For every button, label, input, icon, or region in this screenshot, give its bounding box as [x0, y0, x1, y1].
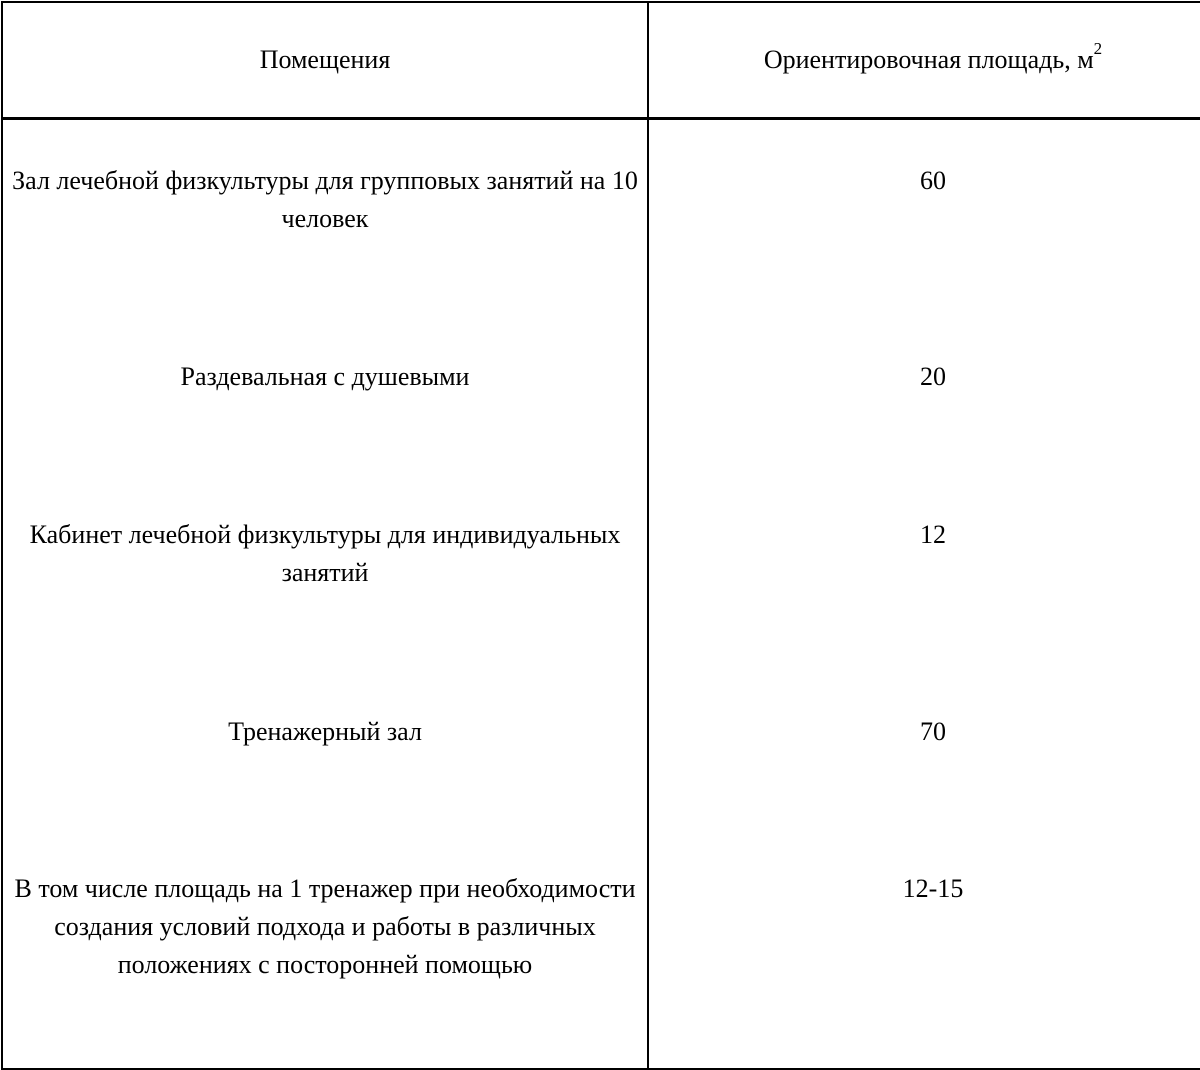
area-cell: 20	[648, 316, 1200, 474]
area-cell: 12	[648, 474, 1200, 671]
room-area-table	[1, 1, 1200, 1070]
room-cell: В том числе площадь на 1 тренажер при необходимости создания условий подхода и работы в различных положениях с посторонней помощью	[2, 828, 648, 1069]
room-cell: Кабинет лечебной физкультуры для индивидуальных занятий	[2, 474, 648, 671]
table-header-row	[2, 2, 1200, 119]
header-area-label: Ориентировочная площадь, м	[763, 45, 1094, 74]
header-rooms	[2, 2, 648, 119]
table-row	[2, 474, 1200, 671]
table-row	[2, 119, 1200, 317]
area-cell: 70	[648, 671, 1200, 828]
area-cell: 12-15	[648, 828, 1200, 1069]
header-rooms-label: Помещения	[259, 45, 391, 74]
room-cell: Тренажерный зал	[2, 671, 648, 828]
table-row	[2, 671, 1200, 828]
table-row	[2, 316, 1200, 474]
header-area-unit-superscript: 2	[1093, 39, 1103, 59]
header-area	[648, 2, 1200, 119]
table-row	[2, 828, 1200, 1069]
room-cell: Раздевальная с душевыми	[2, 316, 648, 474]
room-cell: Зал лечебной физкультуры для групповых занятий на 10 человек	[2, 119, 648, 317]
area-cell: 60	[648, 119, 1200, 317]
